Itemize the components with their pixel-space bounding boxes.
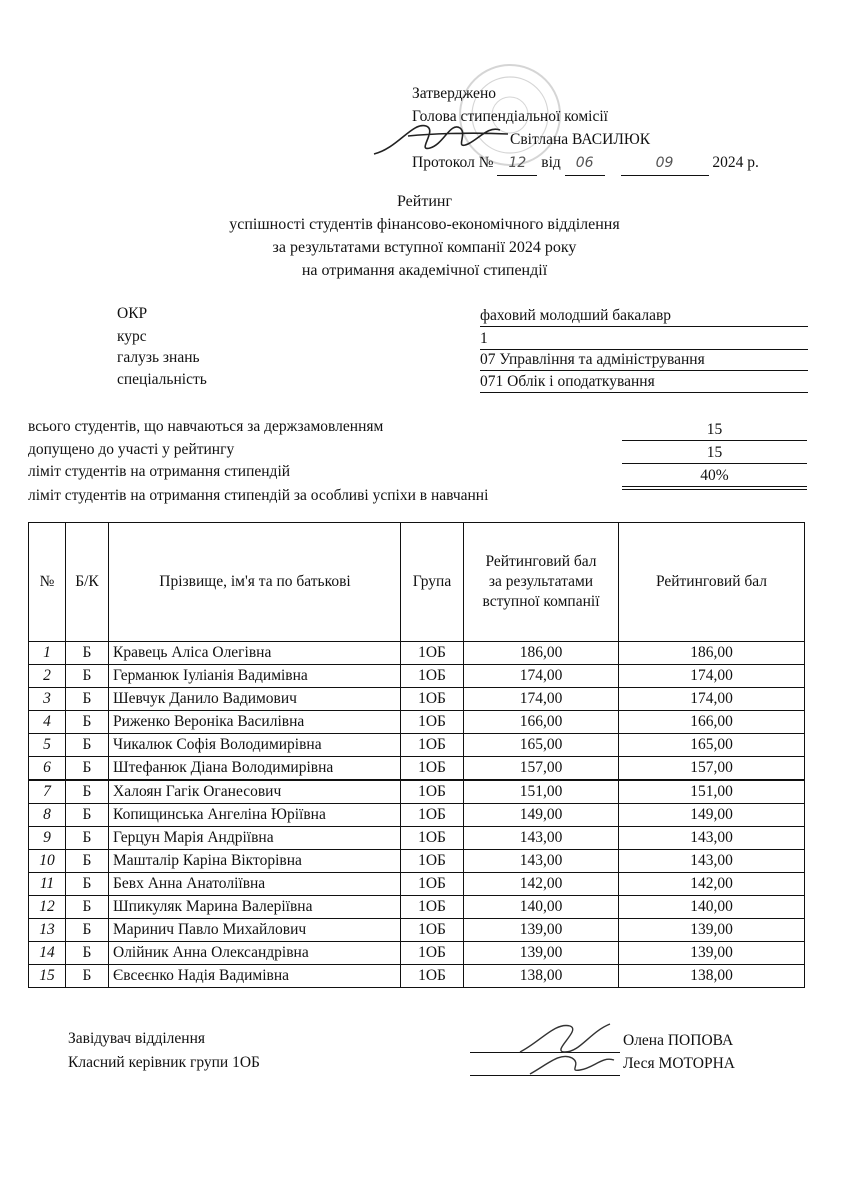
row-score: 166,00	[619, 711, 805, 734]
col-number-header: №	[29, 523, 66, 642]
row-score: 174,00	[619, 688, 805, 711]
row-bk: Б	[66, 873, 109, 896]
curator-name: Леся МОТОРНА	[623, 1055, 735, 1072]
row-entry-score: 151,00	[464, 780, 619, 804]
table-row	[29, 827, 805, 850]
row-group: 1ОБ	[401, 919, 464, 942]
table-row	[29, 780, 805, 804]
commission-head-position: Голова стипендіальної комісії	[412, 108, 608, 125]
row-entry-score: 174,00	[464, 665, 619, 688]
row-group: 1ОБ	[401, 711, 464, 734]
row-bk: Б	[66, 804, 109, 827]
table-row	[29, 757, 805, 781]
row-entry-score: 165,00	[464, 734, 619, 757]
limit-value: 40%	[622, 466, 807, 487]
row-bk: Б	[66, 757, 109, 781]
row-group: 1ОБ	[401, 850, 464, 873]
row-number: 1	[29, 642, 66, 665]
okr-label: ОКР	[117, 305, 148, 322]
row-bk: Б	[66, 665, 109, 688]
row-name: Маштaлір Каріна Вікторівна	[109, 850, 401, 873]
table-row	[29, 688, 805, 711]
title-line-4: на отримання академічної стипендії	[301, 262, 548, 279]
total-students-value: 15	[622, 420, 807, 441]
row-score: 174,00	[619, 665, 805, 688]
course-label: курс	[117, 328, 147, 345]
row-entry-score: 139,00	[464, 942, 619, 965]
table-row	[29, 850, 805, 873]
row-bk: Б	[66, 965, 109, 988]
row-entry-score: 174,00	[464, 688, 619, 711]
row-number: 7	[29, 780, 66, 804]
row-name: Маринич Павло Михайлович	[109, 919, 401, 942]
table-row	[29, 642, 805, 665]
limit-excellence-value	[622, 489, 807, 490]
row-group: 1ОБ	[401, 827, 464, 850]
row-entry-score: 143,00	[464, 850, 619, 873]
row-group: 1ОБ	[401, 873, 464, 896]
row-entry-score: 142,00	[464, 873, 619, 896]
row-entry-score: 140,00	[464, 896, 619, 919]
row-name: Герцун Марія Андріївна	[109, 827, 401, 850]
row-group: 1ОБ	[401, 780, 464, 804]
row-entry-score: 143,00	[464, 827, 619, 850]
row-score: 157,00	[619, 757, 805, 781]
approved-label: Затверджено	[412, 85, 496, 102]
date-month: 09	[621, 152, 709, 176]
row-number: 4	[29, 711, 66, 734]
head-name: Олена ПОПОВА	[623, 1032, 734, 1049]
admitted-value: 15	[622, 443, 807, 464]
row-name: Халоян Гагік Оганесович	[109, 780, 401, 804]
table-row	[29, 804, 805, 827]
row-bk: Б	[66, 642, 109, 665]
table-row	[29, 734, 805, 757]
protocol-number: 12	[497, 152, 537, 176]
row-score: 140,00	[619, 896, 805, 919]
date-year: 2024 р.	[712, 154, 759, 171]
col-entry-score-header-line: Рейтинговий бал	[485, 553, 597, 570]
row-number: 2	[29, 665, 66, 688]
row-name: Євсеєнко Надія Вадимівна	[109, 965, 401, 988]
row-entry-score: 157,00	[464, 757, 619, 781]
title-line-1: Рейтинг	[396, 193, 453, 210]
row-score: 138,00	[619, 965, 805, 988]
row-score: 186,00	[619, 642, 805, 665]
row-score: 143,00	[619, 827, 805, 850]
row-number: 15	[29, 965, 66, 988]
row-bk: Б	[66, 919, 109, 942]
col-group-header: Група	[401, 523, 464, 642]
col-entry-score-header-line: за результатами	[488, 573, 594, 590]
row-entry-score: 139,00	[464, 919, 619, 942]
row-bk: Б	[66, 780, 109, 804]
table-row	[29, 965, 805, 988]
row-number: 11	[29, 873, 66, 896]
row-score: 139,00	[619, 919, 805, 942]
row-name: Германюк Іуліанія Вадимівна	[109, 665, 401, 688]
row-score: 142,00	[619, 873, 805, 896]
row-group: 1ОБ	[401, 757, 464, 781]
row-name: Шпикуляк Марина Валеріївна	[109, 896, 401, 919]
row-score: 143,00	[619, 850, 805, 873]
row-number: 5	[29, 734, 66, 757]
table-row	[29, 711, 805, 734]
row-entry-score: 138,00	[464, 965, 619, 988]
row-name: Штефанюк Діана Володимирівна	[109, 757, 401, 781]
limit-label: ліміт студентів на отримання стипендій	[28, 463, 291, 480]
row-name: Риженко Вероніка Василівна	[109, 711, 401, 734]
protocol-label: Протокол №	[412, 154, 494, 171]
head-role: Завідувач відділення	[68, 1030, 205, 1047]
title-line-2: успішності студентів фінансово-економічного відділення	[229, 216, 620, 233]
row-name: Чикалюк Софія Володимирівна	[109, 734, 401, 757]
row-bk: Б	[66, 688, 109, 711]
row-number: 13	[29, 919, 66, 942]
row-name: Копищинська Ангеліна Юріївна	[109, 804, 401, 827]
title-line-3: за результатами вступної компанії 2024 року	[272, 239, 577, 256]
row-number: 14	[29, 942, 66, 965]
row-bk: Б	[66, 850, 109, 873]
table-row	[29, 665, 805, 688]
col-name-header: Прізвище, ім'я та по батькові	[109, 523, 401, 642]
okr-value: фаховий молодший бакалавр	[480, 306, 808, 327]
row-group: 1ОБ	[401, 734, 464, 757]
commission-head-name: Світлана ВАСИЛЮК	[510, 131, 651, 148]
row-number: 6	[29, 757, 66, 781]
row-group: 1ОБ	[401, 665, 464, 688]
row-name: Кравець Аліса Олегівна	[109, 642, 401, 665]
row-bk: Б	[66, 896, 109, 919]
specialty-label: спеціальність	[117, 371, 207, 388]
table-row	[29, 919, 805, 942]
curator-role: Класний керівник групи 1ОБ	[68, 1054, 260, 1071]
course-value: 1	[480, 329, 808, 350]
row-score: 139,00	[619, 942, 805, 965]
col-bk-header: Б/К	[66, 523, 109, 642]
rating-table	[28, 522, 805, 988]
row-group: 1ОБ	[401, 896, 464, 919]
document-title	[0, 190, 849, 282]
table-row	[29, 942, 805, 965]
row-bk: Б	[66, 734, 109, 757]
table-header-row	[29, 523, 805, 642]
date-day: 06	[565, 152, 605, 176]
chair-signature	[368, 108, 518, 168]
row-group: 1ОБ	[401, 642, 464, 665]
row-number: 8	[29, 804, 66, 827]
col-entry-score-header	[464, 523, 619, 642]
row-score: 151,00	[619, 780, 805, 804]
row-number: 12	[29, 896, 66, 919]
limit-excellence-label: ліміт студентів на отримання стипендій за особливі успіхи в навчанні	[28, 487, 489, 504]
admitted-label: допущено до участі у рейтингу	[28, 441, 235, 458]
row-bk: Б	[66, 827, 109, 850]
row-group: 1ОБ	[401, 965, 464, 988]
total-students-label: всього студентів, що навчаються за держзамовленням	[28, 418, 384, 435]
row-score: 165,00	[619, 734, 805, 757]
row-entry-score: 149,00	[464, 804, 619, 827]
row-bk: Б	[66, 942, 109, 965]
row-score: 149,00	[619, 804, 805, 827]
field-label: галузь знань	[117, 349, 200, 366]
row-group: 1ОБ	[401, 804, 464, 827]
row-entry-score: 166,00	[464, 711, 619, 734]
table-row	[29, 873, 805, 896]
row-name: Бевх Анна Анатоліївна	[109, 873, 401, 896]
row-bk: Б	[66, 711, 109, 734]
col-entry-score-header-line: вступної компанії	[482, 593, 600, 610]
row-number: 3	[29, 688, 66, 711]
field-value: 07 Управління та адміністрування	[480, 350, 808, 371]
row-entry-score: 186,00	[464, 642, 619, 665]
row-group: 1ОБ	[401, 688, 464, 711]
col-score-header: Рейтинговий бал	[619, 523, 805, 642]
row-group: 1ОБ	[401, 942, 464, 965]
table-row	[29, 896, 805, 919]
row-name: Шевчук Данило Вадимович	[109, 688, 401, 711]
date-from-label: від	[541, 154, 561, 171]
row-number: 10	[29, 850, 66, 873]
row-name: Олійник Анна Олександрівна	[109, 942, 401, 965]
row-number: 9	[29, 827, 66, 850]
footer-signatures	[510, 1012, 620, 1082]
specialty-value: 071 Облік і оподаткування	[480, 372, 808, 393]
